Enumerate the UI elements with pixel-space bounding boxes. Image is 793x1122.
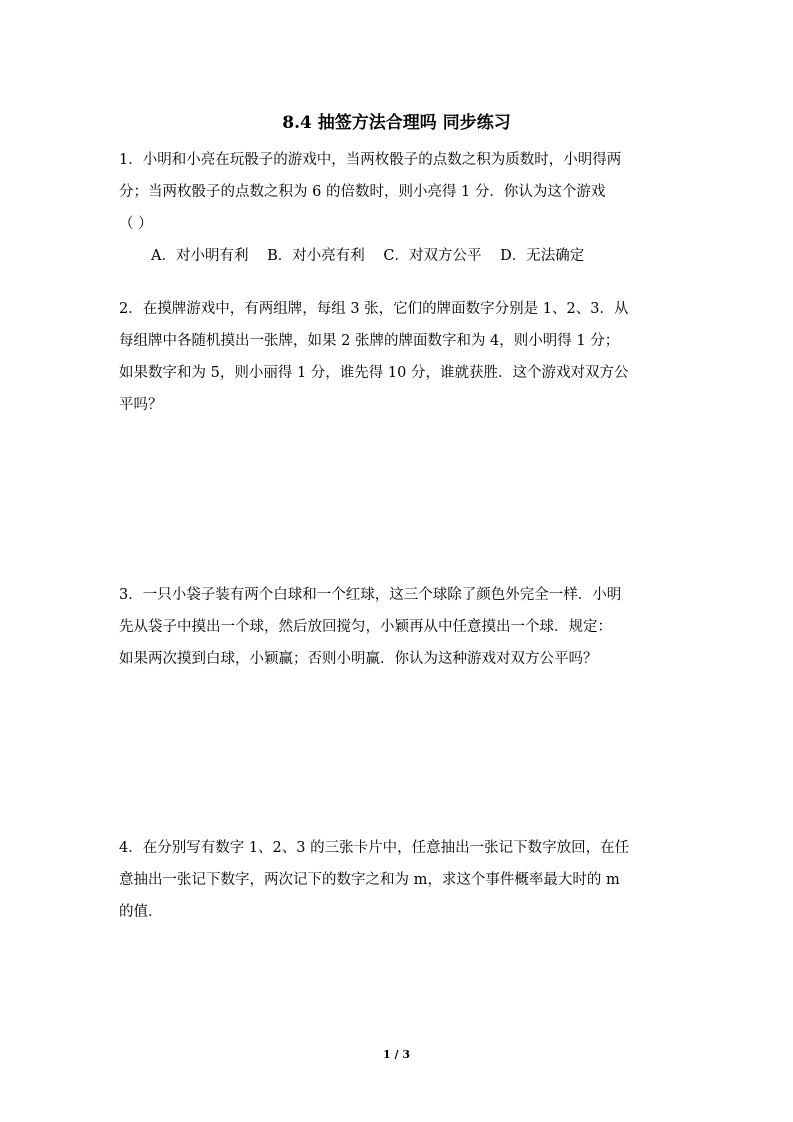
answer-options [119, 240, 679, 272]
question-line: 如果数字和为 5，则小丽得 1 分，谁先得 10 分，谁就获胜．这个游戏对双方公 [119, 365, 629, 381]
question-3 [119, 579, 679, 675]
answer-blank: （ ） [119, 216, 153, 232]
question-line: 的值． [119, 904, 163, 920]
question-line: 平吗？ [119, 397, 163, 413]
option-d: D．无法确定 [500, 248, 585, 264]
question-4 [119, 832, 679, 928]
question-line: 2．在摸牌游戏中，有两组牌，每组 3 张，它们的牌面数字分别是 1、2、3．从 [119, 301, 629, 317]
question-line: 如果两次摸到白球，小颖赢；否则小明赢．你认为这种游戏对双方公平吗？ [119, 651, 598, 667]
option-c: C．对双方公平 [383, 248, 482, 264]
question-line: 意抽出一张记下数字，两次记下的数字之和为 m，求这个事件概率最大时的 m [119, 872, 620, 888]
question-2 [119, 293, 679, 421]
page-title: 8.4 抽签方法合理吗 同步练习 [282, 113, 511, 133]
option-b: B．对小亮有利 [267, 248, 365, 264]
question-line: 每组牌中各随机摸出一张牌，如果 2 张牌的牌面数字和为 4，则小明得 1 分； [119, 333, 620, 349]
question-line: 3．一只小袋子装有两个白球和一个红球，这三个球除了颜色外完全一样．小明 [119, 587, 622, 603]
question-line: 4．在分别写有数字 1、2、3 的三张卡片中，任意抽出一张记下数字放回，在任 [119, 840, 630, 856]
page-number: 1 / 3 [383, 1048, 410, 1061]
option-a: A．对小明有利 [151, 248, 249, 264]
question-line: 分；当两枚骰子的点数之积为 6 的倍数时，则小亮得 1 分．你认为这个游戏 [119, 184, 606, 200]
question-1 [119, 144, 679, 272]
question-line: 先从袋子中摸出一个球，然后放回搅匀，小颖再从中任意摸出一个球．规定： [119, 619, 612, 635]
question-line: 1．小明和小亮在玩骰子的游戏中，当两枚骰子的点数之积为质数时，小明得两 [119, 152, 622, 168]
